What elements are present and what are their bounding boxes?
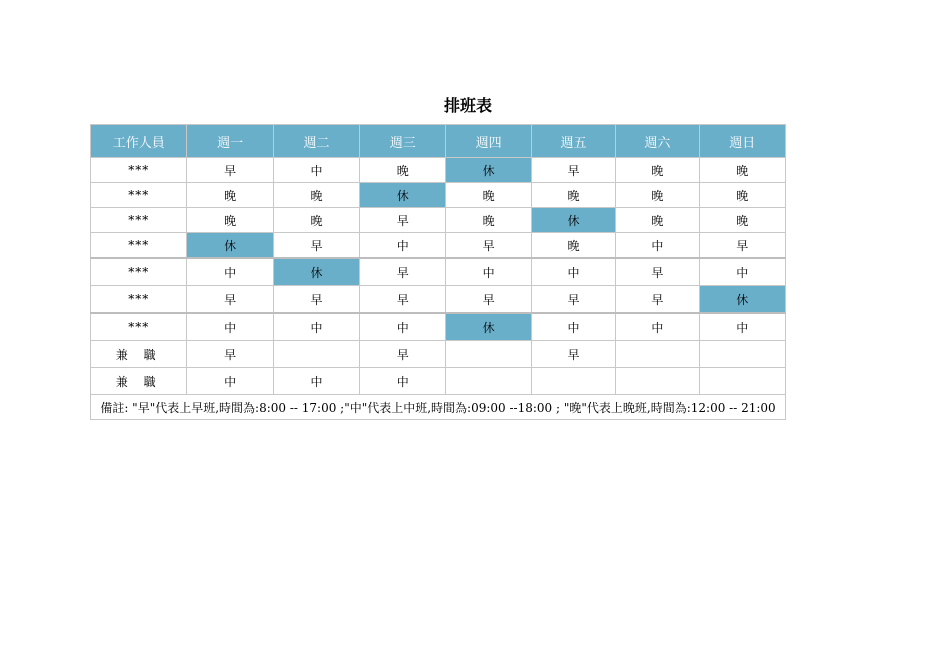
shift-cell: 中	[187, 258, 273, 286]
shift-cell: 早	[187, 341, 273, 368]
header-sun: 週日	[699, 125, 785, 158]
header-thu: 週四	[446, 125, 531, 158]
shift-cell: 晚	[699, 158, 785, 183]
shift-cell-off: 休	[446, 158, 531, 183]
shift-cell: 晚	[187, 183, 273, 208]
shift-schedule-table	[90, 124, 786, 420]
table-row	[91, 313, 786, 341]
shift-cell: 早	[360, 258, 446, 286]
shift-cell-off: 休	[187, 233, 273, 259]
shift-cell: 早	[273, 233, 359, 259]
shift-cell: 早	[360, 286, 446, 314]
shift-cell-off: 休	[531, 208, 615, 233]
shift-cell: 晚	[446, 183, 531, 208]
shift-cell: 中	[187, 313, 273, 341]
header-fri: 週五	[531, 125, 615, 158]
shift-cell: 早	[531, 341, 615, 368]
shift-cell: 中	[187, 368, 273, 395]
header-tue: 週二	[273, 125, 359, 158]
shift-cell	[446, 368, 531, 395]
staff-name: ***	[91, 183, 187, 208]
shift-cell: 晚	[446, 208, 531, 233]
shift-cell: 中	[616, 313, 699, 341]
table-row	[91, 208, 786, 233]
shift-cell: 早	[187, 286, 273, 314]
schedule-note: 備註: "早"代表上早班,時間為:8:00 -- 17:00 ;"中"代表上中班,時間為:09:00 --18:00 ; "晚"代表上晚班,時間為:12:00 -- 21:00	[91, 395, 786, 420]
shift-cell: 中	[531, 313, 615, 341]
staff-name: ***	[91, 158, 187, 183]
shift-cell: 早	[446, 286, 531, 314]
shift-cell-off: 休	[273, 258, 359, 286]
shift-cell	[273, 341, 359, 368]
staff-name: ***	[91, 208, 187, 233]
note-row	[91, 395, 786, 420]
header-mon: 週一	[187, 125, 273, 158]
shift-cell: 中	[360, 233, 446, 259]
shift-cell: 中	[360, 368, 446, 395]
table-row	[91, 286, 786, 314]
shift-cell: 早	[531, 158, 615, 183]
shift-cell: 晚	[531, 233, 615, 259]
shift-cell: 中	[699, 313, 785, 341]
shift-cell-off: 休	[360, 183, 446, 208]
shift-cell: 早	[616, 258, 699, 286]
shift-cell: 中	[699, 258, 785, 286]
table-row	[91, 258, 786, 286]
shift-cell	[616, 341, 699, 368]
shift-cell	[616, 368, 699, 395]
shift-cell: 中	[273, 158, 359, 183]
staff-name: ***	[91, 286, 187, 314]
part-time-label: 兼 職	[91, 368, 187, 395]
header-row	[91, 125, 786, 158]
shift-cell: 中	[531, 258, 615, 286]
shift-cell: 晚	[360, 158, 446, 183]
shift-cell: 早	[616, 286, 699, 314]
staff-name: ***	[91, 258, 187, 286]
shift-cell: 晚	[273, 208, 359, 233]
shift-cell: 早	[360, 341, 446, 368]
shift-cell-off: 休	[446, 313, 531, 341]
shift-cell: 晚	[699, 183, 785, 208]
page-title: 排班表	[443, 96, 492, 115]
shift-cell: 晚	[273, 183, 359, 208]
part-time-label: 兼 職	[91, 341, 187, 368]
shift-cell: 中	[273, 313, 359, 341]
shift-cell: 晚	[616, 208, 699, 233]
shift-cell: 早	[187, 158, 273, 183]
shift-cell: 晚	[187, 208, 273, 233]
staff-name: ***	[91, 313, 187, 341]
shift-cell: 晚	[699, 208, 785, 233]
staff-name: ***	[91, 233, 187, 259]
shift-cell: 晚	[616, 158, 699, 183]
shift-cell	[446, 341, 531, 368]
shift-cell-off: 休	[699, 286, 785, 314]
shift-cell: 晚	[531, 183, 615, 208]
header-wed: 週三	[360, 125, 446, 158]
part-time-row	[91, 341, 786, 368]
shift-cell: 中	[446, 258, 531, 286]
header-staff: 工作人員	[91, 125, 187, 158]
shift-cell: 早	[531, 286, 615, 314]
shift-cell	[699, 368, 785, 395]
shift-cell: 早	[446, 233, 531, 259]
shift-cell: 早	[273, 286, 359, 314]
table-row	[91, 183, 786, 208]
part-time-row	[91, 368, 786, 395]
shift-cell: 晚	[616, 183, 699, 208]
shift-cell: 早	[699, 233, 785, 259]
table-row	[91, 158, 786, 183]
table-row	[91, 233, 786, 259]
shift-cell: 中	[273, 368, 359, 395]
shift-cell	[699, 341, 785, 368]
shift-cell: 早	[360, 208, 446, 233]
header-sat: 週六	[616, 125, 699, 158]
shift-cell: 中	[616, 233, 699, 259]
shift-cell	[531, 368, 615, 395]
shift-cell: 中	[360, 313, 446, 341]
